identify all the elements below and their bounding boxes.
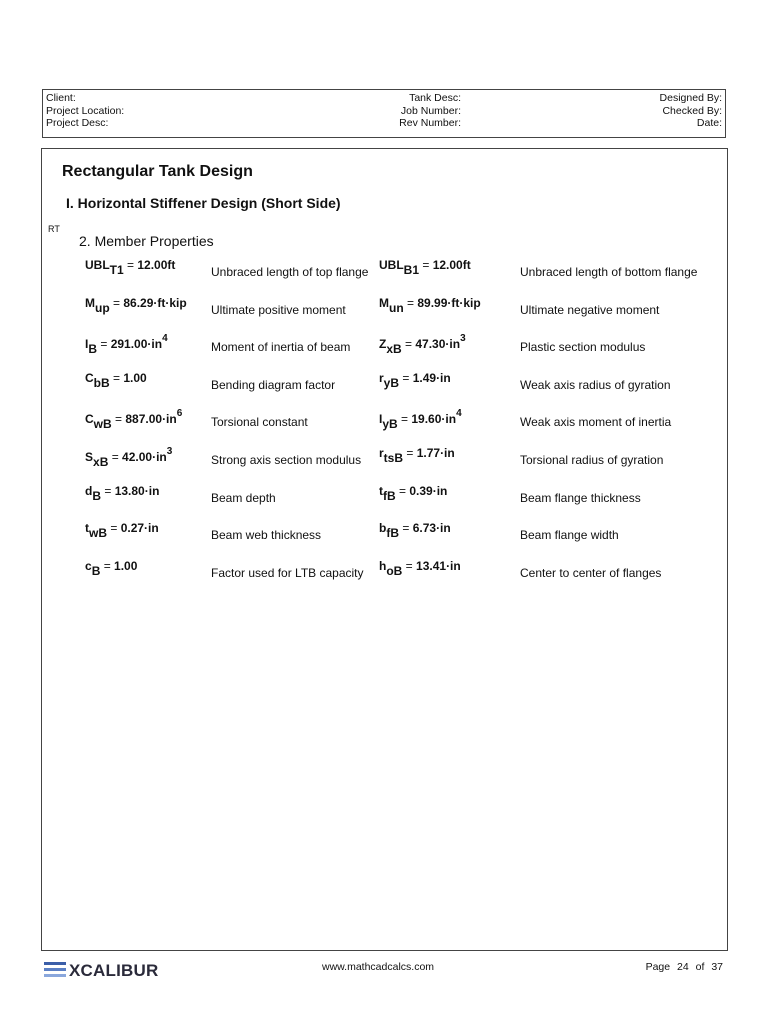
property-symbol: Z xyxy=(379,337,387,352)
property-description: Weak axis moment of inertia xyxy=(520,415,672,430)
page-number xyxy=(642,961,723,973)
property-subscript: B xyxy=(91,563,101,578)
header-col-designer xyxy=(660,92,722,130)
property-equation: $r_{yB} = 1.49\cdot in$ xyxy=(379,370,451,390)
property-subscript: un xyxy=(389,300,404,315)
section-heading: I. Horizontal Stiffener Design (Short Side) xyxy=(66,195,341,211)
property-value: 89.99 xyxy=(417,295,448,310)
document-header xyxy=(42,89,726,138)
property-symbol: S xyxy=(85,450,94,464)
property-row xyxy=(42,484,727,514)
designed-by-label: Designed By: xyxy=(659,92,722,104)
property-equation: $S_{xB} = 42.00\cdot in^3$ xyxy=(85,446,173,469)
property-unit: ·in xyxy=(147,337,163,352)
rev-number-label: Rev Number: xyxy=(399,117,461,129)
job-number-label: Job Number: xyxy=(400,104,461,117)
property-row xyxy=(42,333,727,363)
property-row xyxy=(42,559,727,589)
property-value: 12.00 xyxy=(432,258,463,272)
property-equation: $t_{fB} = 0.39\cdot in$ xyxy=(379,483,448,503)
property-value: 13.80 xyxy=(114,483,145,498)
property-unit: ·in xyxy=(441,412,457,427)
property-value: 42.00 xyxy=(122,450,153,464)
property-exponent: 3 xyxy=(460,333,466,345)
property-symbol: t xyxy=(379,483,383,498)
property-value: 0.27 xyxy=(120,521,145,536)
property-subscript: wB xyxy=(93,417,112,432)
property-value: 0.39 xyxy=(409,483,433,498)
property-unit: ·ft·kip xyxy=(153,295,187,310)
property-equation: $M_{un} = 89.99\cdot ft\cdot kip$ xyxy=(379,295,481,315)
header-col-tank xyxy=(303,92,461,130)
property-subscript: fB xyxy=(386,526,400,541)
property-subscript: wB xyxy=(89,526,107,541)
page-total: 37 xyxy=(711,961,723,973)
property-row xyxy=(42,258,727,288)
website-url: www.mathcadcalcs.com xyxy=(322,961,435,973)
property-row xyxy=(42,296,727,326)
content-frame xyxy=(41,148,728,951)
property-equation: $M_{up} = 86.29\cdot ft\cdot kip$ xyxy=(85,295,187,315)
project-location-label: Project Location: xyxy=(46,104,125,117)
property-equation: $d_B = 13.80\cdot in$ xyxy=(85,483,160,503)
property-value: 1.49 xyxy=(412,370,437,385)
property-unit: ·in xyxy=(436,521,451,536)
header-col-client xyxy=(46,92,124,130)
date-label: Date: xyxy=(696,117,722,129)
property-value: 291.00 xyxy=(110,337,148,352)
property-subscript: B xyxy=(88,342,98,357)
property-value: 12.00 xyxy=(137,258,168,272)
property-description: Beam web thickness xyxy=(211,528,322,543)
property-value: 86.29 xyxy=(123,295,154,310)
property-subscript: yB xyxy=(383,375,400,390)
property-subscript: xB xyxy=(386,342,402,357)
property-subscript: tsB xyxy=(383,451,404,465)
property-value: 887.00 xyxy=(125,412,163,427)
page-of: of xyxy=(695,961,705,973)
property-equation: $UBL_{T1} = 12.00ft$ xyxy=(85,258,176,277)
property-row xyxy=(42,371,727,401)
property-symbol: c xyxy=(85,558,92,573)
property-description: Beam flange thickness xyxy=(520,490,641,505)
property-description: Ultimate negative moment xyxy=(520,302,660,317)
property-description: Center to center of flanges xyxy=(520,565,662,580)
property-unit: ·in xyxy=(440,446,455,460)
property-equation: $t_{wB} = 0.27\cdot in$ xyxy=(85,521,159,541)
property-symbol: I xyxy=(85,337,89,352)
property-equation: $Z_{xB} = 47.30\cdot in^3$ xyxy=(379,333,466,357)
property-value: 1.77 xyxy=(416,446,441,460)
property-description: Plastic section modulus xyxy=(520,340,646,355)
property-subscript: fB xyxy=(383,488,396,503)
property-symbol: C xyxy=(85,412,94,427)
property-description: Beam depth xyxy=(211,490,276,505)
property-unit: ·in xyxy=(144,483,160,498)
property-subscript: B xyxy=(92,488,102,503)
tank-desc-label: Tank Desc: xyxy=(409,92,461,104)
property-equation: $I_{yB} = 19.60\cdot in^4$ xyxy=(379,408,462,432)
xcalibur-logo xyxy=(44,960,164,982)
property-description: Weak axis radius of gyration xyxy=(520,377,671,392)
property-symbol: r xyxy=(379,446,384,460)
property-value: 1.00 xyxy=(123,370,147,385)
property-equation: $I_B = 291.00\cdot in^4$ xyxy=(85,333,168,357)
property-subscript: oB xyxy=(386,563,403,578)
property-equation: $C_{bB} = 1.00$ xyxy=(85,370,147,390)
property-row xyxy=(42,446,727,476)
property-subscript: T1 xyxy=(109,263,124,277)
property-value: 19.60 xyxy=(411,412,442,427)
property-unit: ·in xyxy=(152,450,167,464)
property-symbol: UBL xyxy=(85,258,110,272)
checked-by-label: Checked By: xyxy=(662,104,722,117)
document-title: Rectangular Tank Design xyxy=(62,163,253,180)
property-equation: $r_{tsB} = 1.77\cdot in$ xyxy=(379,446,455,465)
property-unit: ft xyxy=(462,258,471,272)
property-symbol: h xyxy=(379,558,387,573)
property-equation: $c_B = 1.00$ xyxy=(85,558,138,578)
property-description: Torsional radius of gyration xyxy=(520,453,664,467)
property-description: Strong axis section modulus xyxy=(211,453,362,467)
property-description: Factor used for LTB capacity xyxy=(211,565,364,580)
property-description: Unbraced length of bottom flange xyxy=(520,265,698,279)
property-subscript: bB xyxy=(93,375,110,390)
project-desc-label: Project Desc: xyxy=(46,117,109,129)
property-value: 6.73 xyxy=(412,521,437,536)
property-description: Beam flange width xyxy=(520,528,619,543)
page-current: 24 xyxy=(677,961,689,973)
property-symbol: M xyxy=(379,295,389,310)
property-unit: ·in xyxy=(432,483,448,498)
property-symbol: t xyxy=(85,521,89,536)
property-unit: ·in xyxy=(446,558,461,573)
property-subscript: up xyxy=(95,300,110,315)
property-subscript: yB xyxy=(382,417,398,432)
property-symbol: UBL xyxy=(379,258,404,272)
property-symbol: C xyxy=(85,370,94,385)
property-symbol: r xyxy=(379,370,384,385)
property-symbol: I xyxy=(379,412,383,427)
logo-bars-icon xyxy=(44,962,66,980)
page-label: Page xyxy=(645,961,671,973)
property-symbol: b xyxy=(379,521,387,536)
property-subscript: B1 xyxy=(403,263,420,277)
property-row xyxy=(42,408,727,438)
property-row xyxy=(42,521,727,551)
logo-text: XCALIBUR xyxy=(69,961,159,980)
property-equation: $h_{oB} = 13.41\cdot in$ xyxy=(379,558,461,578)
property-unit: ·ft·kip xyxy=(447,295,481,310)
property-exponent: 4 xyxy=(456,408,462,420)
property-symbol: M xyxy=(85,295,95,310)
property-equation: $C_{wB} = 887.00\cdot in^6$ xyxy=(85,408,183,432)
property-exponent: 6 xyxy=(176,408,183,420)
property-symbol: d xyxy=(85,483,93,498)
property-value: 1.00 xyxy=(114,558,138,573)
property-exponent: 4 xyxy=(162,333,168,345)
property-description: Moment of inertia of beam xyxy=(211,340,351,355)
property-equation: $b_{fB} = 6.73\cdot in$ xyxy=(379,521,451,541)
property-description: Unbraced length of top flange xyxy=(211,265,369,279)
property-description: Ultimate positive moment xyxy=(211,302,346,317)
property-description: Torsional constant xyxy=(211,415,308,430)
property-exponent: 3 xyxy=(166,446,173,457)
property-unit: ft xyxy=(167,258,176,272)
property-value: 13.41 xyxy=(416,558,447,573)
region-marker: RT xyxy=(48,224,60,234)
property-unit: ·in xyxy=(436,370,451,385)
client-label: Client: xyxy=(46,92,76,104)
property-value: 47.30 xyxy=(415,337,446,352)
subsection-heading: 2. Member Properties xyxy=(79,233,214,249)
property-equation: $UBL_{B1} = 12.00ft$ xyxy=(379,258,471,277)
property-description: Bending diagram factor xyxy=(211,377,336,392)
property-unit: ·in xyxy=(144,521,159,536)
property-subscript: xB xyxy=(93,455,109,469)
property-unit: ·in xyxy=(162,412,177,427)
property-unit: ·in xyxy=(445,337,461,352)
